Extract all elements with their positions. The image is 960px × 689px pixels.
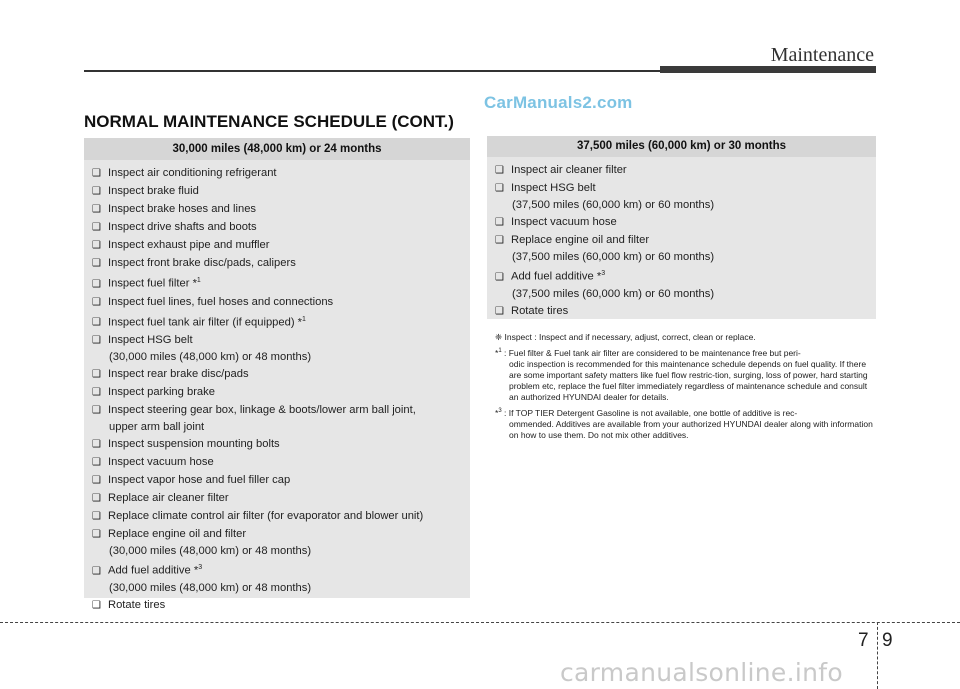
item-text: Inspect vapor hose and fuel filler cap [108,474,291,487]
item-text: Replace engine oil and filter [108,528,247,541]
watermark-bottom: carmanualsonline.info [560,658,843,687]
checkbox-icon: ❑ [495,271,504,283]
item-text: Inspect brake hoses and lines [108,203,257,215]
item-text: Inspect air cleaner filter [511,164,627,176]
checklist-item [92,219,470,236]
note-text-cont: ommended. Additives are available from your authorized HYUNDAI dealer along with information on how to use them. Do not mix other additives. [509,418,873,440]
footnote-marker: 3 [601,270,606,277]
checkbox-icon: ❑ [92,600,101,612]
item-text: Inspect HSG belt [511,182,596,194]
checklist-item [495,180,876,213]
checklist-item [92,597,470,614]
note-text-cont: odic inspection is recommended for this maintenance schedule depends on fuel quality. If there are some important safety matters like fuel flow restric-tion, surging, loss of power, hard starting problem etc, replace the fuel filter immediately regardless of maintenance schedule and consult an authorized HYUNDAI dealer for details. [509,358,868,402]
checklist-item [92,490,470,507]
checkbox-icon: ❑ [92,387,101,399]
note-inspect: ❈ Inspect : Inspect and if necessary, adjust, correct, clean or replace. [495,332,756,342]
checklist-item [495,162,876,179]
checkbox-icon: ❑ [92,222,101,233]
checkbox-icon: ❑ [92,317,101,329]
item-text: Rotate tires [511,304,569,317]
checkbox-icon: ❑ [92,566,101,578]
checklist [84,160,470,614]
checklist-item [495,303,876,320]
item-subtext: (37,500 miles (60,000 km) or 60 months) [512,287,715,300]
checkbox-icon: ❑ [495,217,504,228]
checklist-item [92,560,470,596]
checkbox-icon: ❑ [92,296,101,308]
footnote-marker: 1 [196,277,201,284]
header-rule-thick [660,66,876,73]
checkbox-icon: ❑ [92,529,101,541]
checklist-item [92,526,470,559]
panel-heading: 30,000 miles (48,000 km) or 24 months [84,138,470,160]
checkbox-icon: ❑ [92,204,101,215]
checkbox-icon: ❑ [92,186,101,197]
checklist-item [92,237,470,254]
item-text: Inspect steering gear box, linkage & boots/lower arm ball joint, [108,404,416,417]
chapter-number: 7 [858,630,869,651]
page-header-title: Maintenance [770,44,874,66]
page-number: 9 [882,630,893,651]
item-subtext: (30,000 miles (48,000 km) or 48 months) [109,545,312,558]
checklist-item [92,165,470,182]
item-text: Inspect front brake disc/pads, calipers [108,257,296,269]
checkbox-icon: ❑ [92,278,101,290]
item-text: Replace air cleaner filter [108,492,229,505]
checkbox-icon: ❑ [92,457,101,469]
note-marker: 1 [498,348,502,354]
item-text: Inspect drive shafts and boots [108,221,257,233]
checklist-item [92,332,470,365]
item-text: Inspect rear brake disc/pads [108,368,249,381]
note-text: : Fuel filter & Fuel tank air filter are considered to be maintenance free but peri- [501,347,801,358]
checkbox-icon: ❑ [495,235,504,246]
checklist-item [495,266,876,302]
checkbox-icon: ❑ [495,183,504,194]
item-subtext: (30,000 miles (48,000 km) or 48 months) [109,351,312,364]
note-3: *$^3$ : If TOP TIER Detergent Gasoline is not available, one bottle of additive is rec- ommended. Additives are available from your authorized HYUNDAI dealer along with information on how to use them. Do not mix other additives. [495,406,878,441]
item-text: Add fuel additive * [511,270,602,283]
checklist [487,157,876,320]
item-subtext: (37,500 miles (60,000 km) or 60 months) [512,199,715,211]
checkbox-icon: ❑ [92,405,101,417]
checkbox-icon: ❑ [495,305,504,317]
checkbox-icon: ❑ [92,369,101,381]
item-subtext: (30,000 miles (48,000 km) or 48 months) [109,582,312,595]
item-subtext: (37,500 miles (60,000 km) or 60 months) [512,251,715,263]
note-marker: 3 [498,407,502,414]
checklist-item [92,201,470,218]
item-text: Inspect parking brake [108,386,215,399]
checkbox-icon: ❑ [92,475,101,487]
panel-heading: 37,500 miles (60,000 km) or 30 months [487,136,876,157]
checklist-item [92,384,470,401]
checkbox-icon: ❑ [92,240,101,251]
checklist-item [495,232,876,265]
item-text: Replace climate control air filter (for evaporator and blower unit) [108,510,424,523]
footnotes [495,332,878,444]
item-text: Inspect fuel lines, fuel hoses and connections [108,295,334,308]
schedule-panel-37500 [487,136,876,319]
item-text: Inspect vacuum hose [511,216,617,228]
item-text: Inspect exhaust pipe and muffler [108,239,270,251]
checklist-item [92,436,470,453]
checklist-item [92,273,470,293]
checkbox-icon: ❑ [92,258,101,269]
checklist-item [92,366,470,383]
checklist-item [92,255,470,272]
header-rule [84,70,660,72]
footer-rule [0,622,960,623]
checkbox-icon: ❑ [92,168,101,179]
page-divider [877,622,878,689]
item-text: Inspect vacuum hose [108,456,214,469]
checkbox-icon: ❑ [495,165,504,176]
item-text: Rotate tires [108,599,166,612]
checklist-item [92,508,470,525]
checklist-item [92,183,470,200]
item-text: Inspect fuel tank air filter (if equipped) * [108,316,303,329]
checklist-item [92,312,470,332]
watermark-top: CarManuals2.com [484,93,633,112]
item-text: Replace engine oil and filter [511,234,650,246]
checklist-item [495,214,876,231]
checkbox-icon: ❑ [92,335,101,347]
checklist-item [92,454,470,471]
note-text: : If TOP TIER Detergent Gasoline is not available, one bottle of additive is rec- [501,407,798,418]
schedule-panel-30000 [84,138,470,612]
item-text: Inspect fuel filter * [108,277,197,290]
item-text: Inspect brake fluid [108,185,199,197]
item-text: Inspect HSG belt [108,334,193,347]
checkbox-icon: ❑ [92,439,101,451]
item-text: Add fuel additive * [108,565,199,578]
item-text: Inspect air conditioning refrigerant [108,167,277,179]
item-text: Inspect suspension mounting bolts [108,438,280,451]
footnote-marker: 1 [302,315,306,323]
note-1: *$^1$ : Fuel filter & Fuel tank air filter are considered to be maintenance free but peri- odic inspection is recommended for this maintenance schedule depends on fuel quality. If there are some important safety matters like fuel flow restric-tion, surging, loss of power, hard starting problem etc, replace the fuel filter immediately regardless of maintenance schedule and consult an authorized HYUNDAI dealer for details. [495,346,878,403]
item-subtext: upper arm ball joint [109,421,205,434]
checklist-item [92,294,470,311]
checklist-item [92,402,470,435]
checklist-item [92,472,470,489]
checkbox-icon: ❑ [92,511,101,523]
checkbox-icon: ❑ [92,493,101,505]
footnote-marker: 3 [198,564,203,572]
section-title: NORMAL MAINTENANCE SCHEDULE (CONT.) [84,112,454,131]
